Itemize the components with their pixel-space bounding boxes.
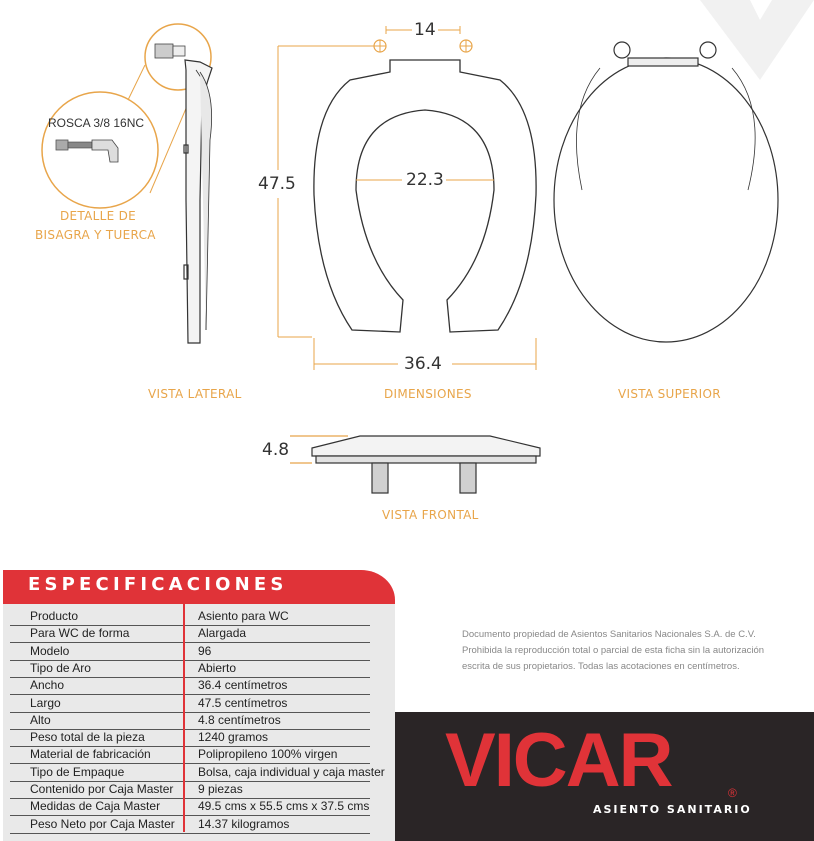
spec-key: Largo [30, 695, 61, 710]
registered-mark: ® [728, 786, 737, 800]
spec-row [10, 695, 370, 713]
spec-value: Alargada [198, 626, 247, 641]
spec-value: 9 piezas [198, 782, 243, 796]
superior-view-label: VISTA SUPERIOR [618, 387, 721, 401]
spec-row [10, 798, 370, 816]
disclaimer-line2: Prohibida la reproducción total o parcial de esta ficha sin la autorización [462, 645, 765, 656]
spec-key: Tipo de Aro [30, 660, 91, 675]
spec-key: Para WC de forma [30, 626, 130, 641]
spec-key: Ancho [30, 678, 65, 693]
detail-label-line2: BISAGRA Y TUERCA [35, 228, 156, 242]
spec-value: Abierto [198, 660, 237, 675]
width-label: 36.4 [404, 354, 442, 374]
spec-value: Polipropileno 100% virgen [198, 747, 338, 762]
hinge-spacing-label: 14 [414, 20, 436, 40]
spec-row [10, 781, 370, 799]
brand-name: VICAR [445, 724, 672, 794]
spec-value: 14.37 kilogramos [198, 816, 290, 831]
disclaimer-line3: escrita de sus propietarios. Todas las acotaciones en centímetros. [462, 661, 740, 672]
frontal-view-drawing [290, 436, 540, 493]
spec-row [10, 608, 370, 626]
spec-row [10, 625, 370, 643]
spec-key: Tipo de Empaque [30, 764, 125, 779]
spec-row [10, 660, 370, 678]
height-label: 4.8 [262, 440, 290, 460]
spec-key: Alto [30, 712, 51, 727]
inner-width-label: 22.3 [406, 170, 444, 190]
spec-key: Producto [30, 609, 79, 623]
spec-value: 96 [198, 643, 212, 658]
spec-key: Peso total de la pieza [30, 730, 145, 745]
lateral-view-drawing [184, 60, 212, 343]
specs-title: ESPECIFICACIONES [28, 574, 288, 595]
spec-key: Peso Neto por Caja Master [30, 816, 175, 831]
watermark-chevron [700, 0, 814, 80]
spec-value: 1240 gramos [198, 730, 269, 745]
disclaimer-line1: Documento propiedad de Asientos Sanitarios Nacionales S.A. de C.V. [462, 629, 756, 640]
brand-tagline: ASIENTO SANITARIO [593, 803, 752, 816]
spec-value: Bolsa, caja individual y caja master [198, 764, 385, 779]
length-label: 47.5 [258, 174, 296, 194]
dimensions-view-label: DIMENSIONES [384, 387, 472, 401]
spec-row [10, 729, 370, 747]
spec-key: Medidas de Caja Master [30, 799, 161, 814]
spec-row [10, 643, 370, 661]
spec-row [10, 746, 370, 764]
spec-value: 47.5 centímetros [198, 695, 288, 710]
spec-row [10, 816, 370, 834]
vicar-logo [445, 724, 745, 794]
thread-label: ROSCA 3/8 16NC [48, 116, 145, 130]
specs-divider [183, 604, 185, 832]
spec-key: Material de fabricación [30, 747, 151, 762]
spec-value: 36.4 centímetros [198, 678, 288, 693]
spec-value: 49.5 cms x 55.5 cms x 37.5 cms [198, 799, 370, 814]
frontal-view-label: VISTA FRONTAL [382, 508, 479, 522]
spec-row [10, 677, 370, 695]
spec-key: Contenido por Caja Master [30, 782, 174, 796]
dimensions-view-drawing [278, 26, 536, 370]
spec-key: Modelo [30, 643, 70, 658]
spec-row [10, 712, 370, 730]
lateral-view-label: VISTA LATERAL [148, 387, 242, 401]
detail-label-line1: DETALLE DE [60, 209, 137, 223]
spec-value: 4.8 centímetros [198, 712, 281, 727]
superior-view-drawing [554, 42, 778, 342]
spec-value: Asiento para WC [198, 609, 289, 623]
spec-row [10, 764, 385, 782]
